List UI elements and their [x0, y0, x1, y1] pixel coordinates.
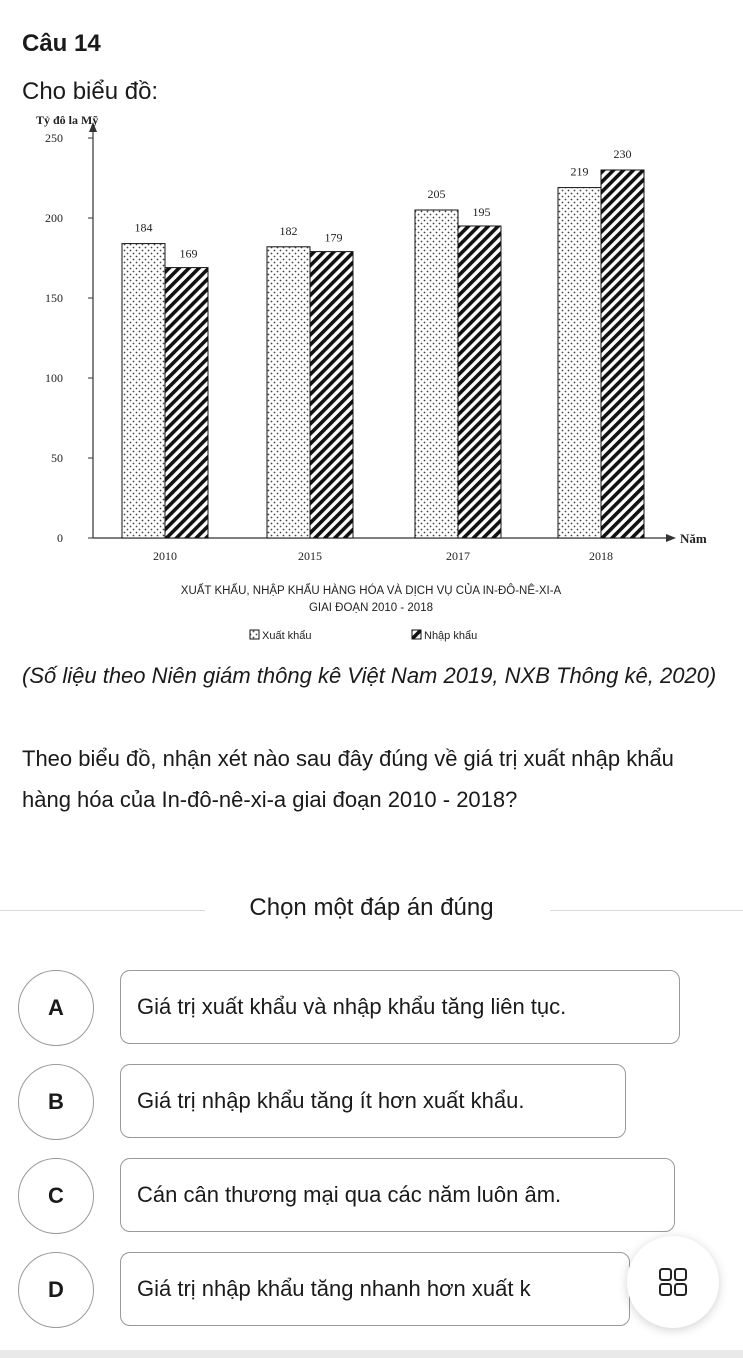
y-tick-label: 250	[45, 131, 63, 145]
chart-title: XUẤT KHẨU, NHẬP KHẨU HÀNG HÓA VÀ DỊCH VỤ CỦA IN-ĐÔ-NÊ-XI-A	[180, 585, 562, 597]
y-tick-label: 50	[51, 451, 63, 465]
import-value-2010: 169	[179, 246, 198, 261]
grid-icon	[658, 1267, 688, 1297]
legend-swatch-2	[412, 630, 421, 639]
export-value-2017: 205	[427, 187, 446, 201]
export-value-2010: 184	[134, 220, 153, 235]
export-bar-2017	[415, 210, 458, 538]
export-value-2018: 219	[570, 164, 589, 179]
bar-chart	[0, 108, 743, 653]
option-d-letter[interactable]: D	[18, 1252, 94, 1328]
export-bar-2018	[558, 188, 601, 538]
import-value-2018: 230	[613, 147, 632, 161]
import-value-2017: 195	[472, 205, 491, 219]
question-grid-button[interactable]	[627, 1236, 719, 1328]
question-text: Theo biểu đồ, nhận xét nào sau đây đúng về giá trị xuất nhập khẩu hàng hóa của In-đô-nê-xi-a giai đoạn 2010 - 2018?	[22, 746, 674, 812]
export-bar-2010	[122, 244, 165, 538]
import-bar-2018	[601, 170, 644, 538]
question-intro: Cho biểu đồ:	[22, 78, 159, 105]
export-value-2015: 182	[279, 223, 298, 238]
option-b-text[interactable]: Giá trị nhập khẩu tăng ít hơn xuất khẩu.	[120, 1064, 626, 1138]
import-bar-2017	[458, 226, 501, 538]
legend-label-1: Xuất khẩu	[262, 630, 312, 642]
y-axis-label: Tỷ đô la Mỹ	[36, 113, 99, 127]
option-b-letter[interactable]: B	[18, 1064, 94, 1140]
x-tick-label-2018: 2018	[589, 549, 613, 563]
bottom-bar	[0, 1350, 743, 1358]
y-tick-label: 200	[45, 211, 63, 225]
legend-swatch-1	[250, 630, 259, 639]
export-bar-2015	[267, 247, 310, 538]
option-a-letter[interactable]: A	[18, 970, 94, 1046]
option-c-text[interactable]: Cán cân thương mại qua các năm luôn âm.	[120, 1158, 675, 1232]
source-note: (Số liệu theo Niên giám thông kê Việt Nam 2019, NXB Thông kê, 2020)	[22, 663, 717, 688]
chart-subtitle: GIAI ĐOẠN 2010 - 2018	[308, 602, 434, 614]
question-number: Câu 14	[22, 30, 101, 57]
y-tick-label: 100	[45, 371, 63, 385]
y-tick-label: 0	[57, 531, 63, 545]
x-tick-label-2010: 2010	[153, 549, 177, 563]
choose-prompt: Chọn một đáp án đúng	[249, 894, 494, 921]
x-axis-arrow	[666, 534, 676, 542]
option-c-letter[interactable]: C	[18, 1158, 94, 1234]
import-bar-2010	[165, 268, 208, 538]
option-d-text[interactable]: Giá trị nhập khẩu tăng nhanh hơn xuất k	[120, 1252, 630, 1326]
x-tick-label-2017: 2017	[446, 549, 470, 563]
import-value-2015: 179	[324, 230, 343, 245]
y-tick-label: 150	[45, 291, 63, 305]
x-tick-label-2015: 2015	[298, 549, 322, 563]
x-axis-label: Năm	[680, 531, 707, 546]
option-a-text[interactable]: Giá trị xuất khẩu và nhập khẩu tăng liên tục.	[120, 970, 680, 1044]
legend-label-2: Nhập khẩu	[424, 630, 478, 642]
divider-right	[550, 910, 743, 911]
import-bar-2015	[310, 252, 353, 538]
